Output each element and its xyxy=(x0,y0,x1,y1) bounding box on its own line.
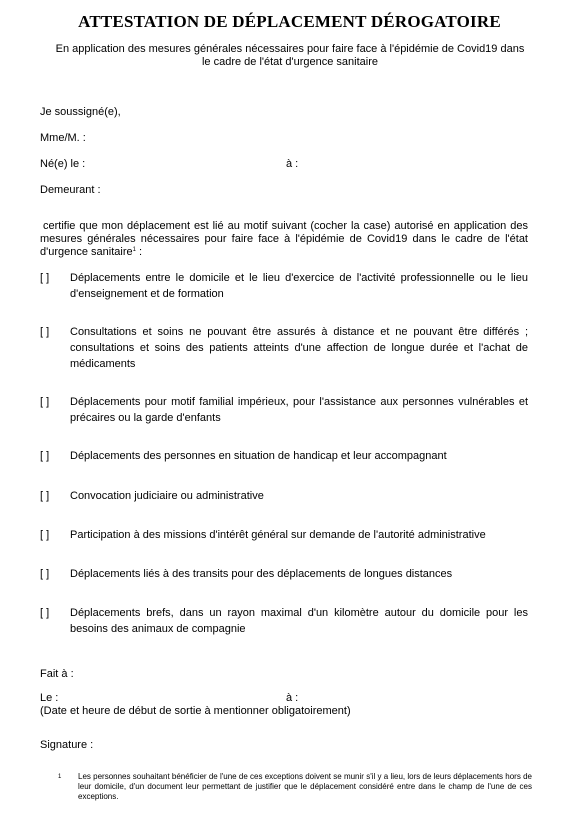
footnote-number: 1 xyxy=(58,774,62,780)
checkbox-family[interactable]: [ ] xyxy=(40,396,50,408)
checkbox-work[interactable]: [ ] xyxy=(40,272,50,284)
document-subtitle xyxy=(30,43,550,69)
certify-text: certifie que mon déplacement est lié au motif suivant (cocher la case) autorisé en application des mesures générales nécessaires pour faire face à l'épidémie de Covid19 dans le cadre de l'état d'urgence sanitaire xyxy=(40,220,528,258)
checkbox-health[interactable]: [ ] xyxy=(40,326,50,338)
certify-statement xyxy=(40,220,528,259)
birth-place-label[interactable]: à : xyxy=(286,158,299,170)
checkbox-summons[interactable]: [ ] xyxy=(40,490,50,502)
date-label[interactable]: Le : xyxy=(40,692,59,704)
address-label[interactable]: Demeurant : xyxy=(40,184,101,196)
subtitle-line-1: En application des mesures générales nécessaires pour faire face à l'épidémie de Covid19 dans xyxy=(55,43,525,55)
option-label: Consultations et soins ne pouvant être assurés à distance et ne pouvant être différés ; consultations et soins des patients atteints d'une affection de longue durée et l'achat de médicaments xyxy=(70,326,528,370)
option-label: Déplacements brefs, dans un rayon maximal d'un kilomètre autour du domicile pour les besoins des animaux de compagnie xyxy=(70,607,528,635)
option-label: Déplacements pour motif familial impérieux, pour l'assistance aux personnes vulnérables et précaires ou la garde d'enfants xyxy=(70,396,528,424)
footnote-reference: 1 xyxy=(132,247,136,253)
signature-label[interactable]: Signature : xyxy=(40,739,94,751)
footnote-text: Les personnes souhaitant bénéficier de l'une de ces exceptions doivent se munir s'il y a lieu, lors de leurs déplacements hors de leur domicile, d'un document leur permettant de justifier que le déplacement considéré entre dans le champ de l'une de ces exceptions. xyxy=(78,772,532,801)
option-label: Convocation judiciaire ou administrative xyxy=(70,490,264,502)
date-note: (Date et heure de début de sortie à mentionner obligatoirement) xyxy=(40,705,351,717)
fait-a-label[interactable]: Fait à : xyxy=(40,668,74,680)
mme-m-label[interactable]: Mme/M. : xyxy=(40,132,86,144)
time-label[interactable]: à : xyxy=(286,692,299,704)
option-label: Participation à des missions d'intérêt général sur demande de l'autorité administrative xyxy=(70,529,486,541)
option-label: Déplacements des personnes en situation de handicap et leur accompagnant xyxy=(70,450,447,462)
checkbox-transit[interactable]: [ ] xyxy=(40,568,50,580)
option-label: Déplacements entre le domicile et le lieu d'exercice de l'activité professionnelle ou le lieu d'enseignement et de formation xyxy=(70,272,528,300)
checkbox-disability[interactable]: [ ] xyxy=(40,450,50,462)
checkbox-short-walk[interactable]: [ ] xyxy=(40,607,50,619)
checkbox-general-interest[interactable]: [ ] xyxy=(40,529,50,541)
soussigne-label: Je soussigné(e), xyxy=(40,106,121,118)
subtitle-line-2: le cadre de l'état d'urgence sanitaire xyxy=(201,56,379,68)
option-label: Déplacements liés à des transits pour des déplacements de longues distances xyxy=(70,568,453,580)
birth-date-label[interactable]: Né(e) le : xyxy=(40,158,86,170)
certify-suffix: : xyxy=(135,246,143,258)
document-title: ATTESTATION DE DÉPLACEMENT DÉROGATOIRE xyxy=(78,12,501,31)
